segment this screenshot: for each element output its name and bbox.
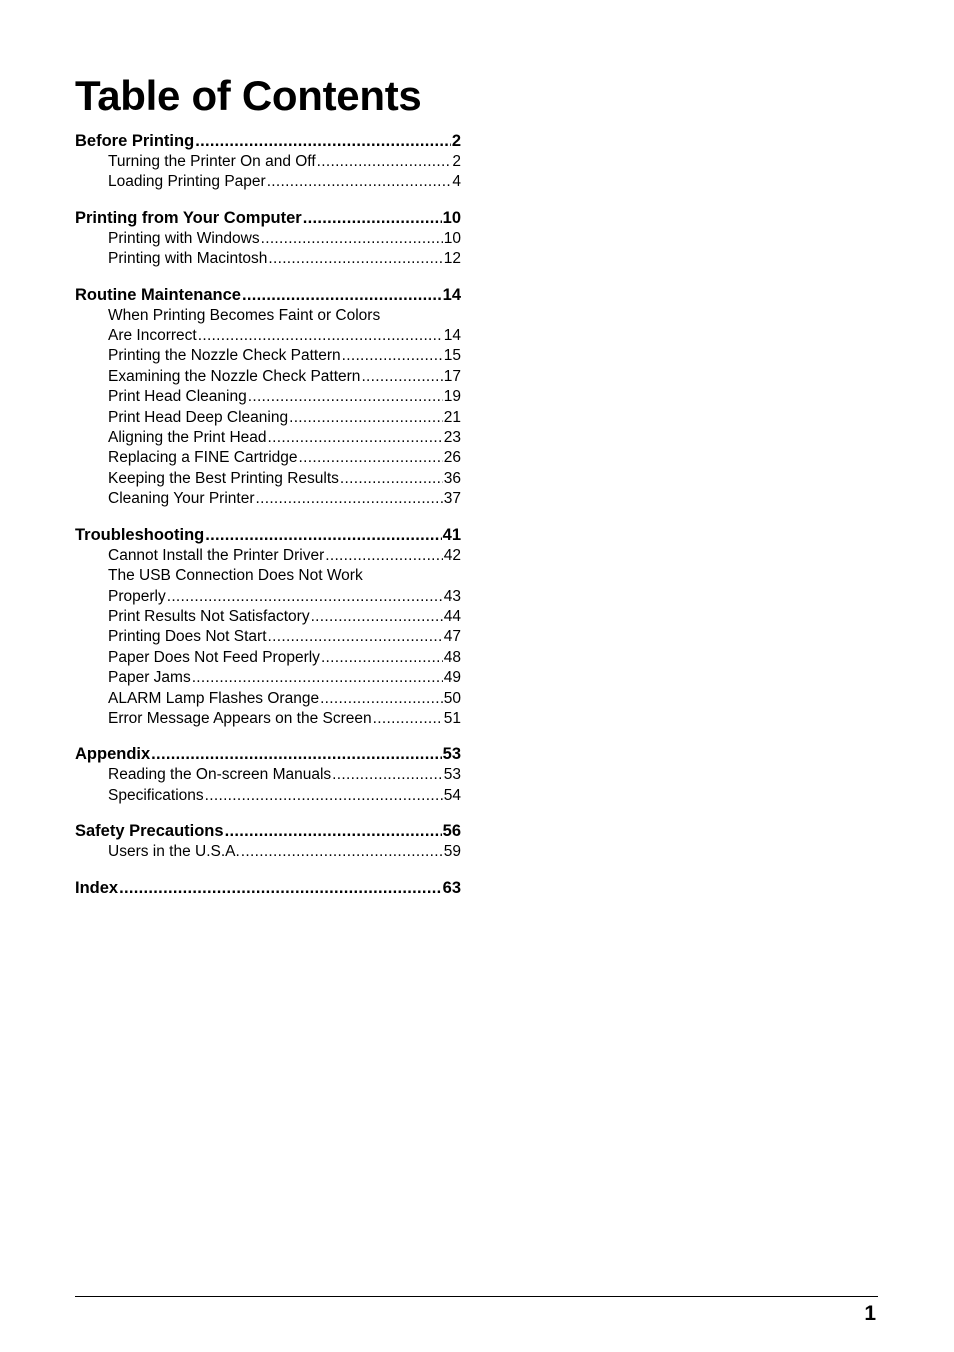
dot-leader	[225, 820, 442, 842]
toc-entry-title: Printing Does Not Start	[108, 628, 267, 646]
toc-entry-title: Loading Printing Paper	[108, 173, 266, 191]
toc-entry-page: 19	[443, 388, 461, 406]
dot-leader	[320, 689, 443, 709]
toc-section-title: Printing from Your Computer	[75, 208, 302, 227]
toc-section-heading[interactable]	[75, 877, 461, 899]
toc-entry[interactable]	[75, 408, 461, 428]
toc-section-title: Safety Precautions	[75, 822, 224, 841]
toc-entry[interactable]	[75, 172, 461, 192]
toc-entry-page: 59	[443, 843, 461, 861]
toc-entry[interactable]	[75, 607, 461, 627]
toc-entry-page: 53	[443, 766, 461, 784]
toc-entry[interactable]	[75, 546, 461, 566]
dot-leader	[241, 842, 443, 862]
toc-entry-page: 21	[443, 408, 461, 426]
dot-leader	[268, 627, 443, 647]
toc-entry-title: Paper Does Not Feed Properly	[108, 648, 320, 666]
toc-section-routine-maintenance	[75, 284, 461, 510]
toc-section-title: Troubleshooting	[75, 525, 205, 544]
toc-entry-title-line1[interactable]: The USB Connection Does Not Work	[108, 567, 363, 585]
dot-leader	[195, 130, 451, 152]
page-number: 1	[864, 1302, 876, 1325]
dot-leader	[167, 587, 443, 607]
toc-entry[interactable]	[75, 587, 461, 607]
toc-section-index	[75, 877, 461, 899]
dot-leader	[332, 765, 443, 785]
toc-section-appendix	[75, 743, 461, 806]
toc-entry-page: 2	[452, 153, 461, 170]
toc-entry-title-line1[interactable]: When Printing Becomes Faint or Colors	[108, 306, 381, 324]
dot-leader	[299, 448, 443, 468]
toc-entry[interactable]	[75, 709, 461, 729]
toc-entry-page: 49	[443, 669, 461, 687]
toc-entry-page: 36	[443, 469, 461, 487]
toc-entry[interactable]	[75, 765, 461, 785]
dot-leader	[268, 428, 443, 448]
toc-entry-title: Reading the On-screen Manuals	[108, 766, 332, 784]
dot-leader	[342, 346, 443, 366]
toc-entry[interactable]	[75, 786, 461, 806]
toc-entry[interactable]	[75, 668, 461, 688]
toc-section-page: 63	[442, 878, 461, 897]
dot-leader	[242, 284, 442, 306]
toc-entry[interactable]	[75, 249, 461, 269]
toc-section-before-printing	[75, 130, 461, 193]
toc-entry[interactable]	[75, 489, 461, 509]
toc-entry[interactable]	[75, 326, 461, 346]
toc-entry-title: Printing the Nozzle Check Pattern	[108, 347, 341, 365]
dot-leader	[119, 877, 442, 899]
toc-entry[interactable]	[75, 367, 461, 387]
dot-leader	[303, 207, 442, 229]
toc-entry-title: Printing with Windows	[108, 229, 260, 247]
table-of-contents	[75, 130, 461, 913]
dot-leader	[205, 524, 441, 546]
toc-section-heading[interactable]	[75, 820, 461, 842]
toc-entry-title: Keeping the Best Printing Results	[108, 469, 339, 487]
toc-entry-page: 17	[443, 367, 461, 385]
toc-entry[interactable]	[75, 448, 461, 468]
toc-section-page: 41	[442, 525, 461, 544]
toc-entry-page: 43	[443, 587, 461, 605]
toc-entry-title: Are Incorrect	[108, 327, 197, 345]
footer-divider	[75, 1296, 878, 1297]
toc-section-safety-precautions	[75, 820, 461, 862]
dot-leader	[321, 648, 443, 668]
toc-entry-title: Cleaning Your Printer	[108, 490, 255, 508]
page-title: Table of Contents	[75, 72, 422, 119]
dot-leader	[373, 709, 443, 729]
dot-leader	[256, 489, 443, 509]
toc-entry[interactable]	[75, 346, 461, 366]
toc-entry-title: Print Head Deep Cleaning	[108, 408, 289, 426]
toc-entry-title: Examining the Nozzle Check Pattern	[108, 367, 361, 385]
dot-leader	[317, 152, 452, 172]
toc-entry[interactable]	[75, 648, 461, 668]
toc-entry-title: Users in the U.S.A.	[108, 843, 240, 861]
toc-entry-title: Aligning the Print Head	[108, 429, 267, 447]
toc-entry-page: 37	[443, 490, 461, 508]
toc-entry-title: Cannot Install the Printer Driver	[108, 546, 325, 564]
toc-entry-title: Specifications	[108, 786, 204, 804]
toc-entry-page: 48	[443, 648, 461, 666]
dot-leader	[248, 387, 443, 407]
toc-entry-page: 50	[443, 689, 461, 707]
dot-leader	[192, 668, 443, 688]
dot-leader	[361, 367, 442, 387]
toc-section-heading[interactable]	[75, 743, 461, 765]
toc-entry-page: 14	[443, 327, 461, 345]
dot-leader	[261, 229, 443, 249]
toc-section-title: Routine Maintenance	[75, 285, 241, 304]
dot-leader	[340, 469, 443, 489]
toc-entry-page: 42	[443, 546, 461, 564]
toc-entry-page: 47	[443, 628, 461, 646]
toc-section-heading[interactable]	[75, 130, 461, 152]
toc-entry-page: 51	[443, 709, 461, 727]
toc-entry[interactable]	[75, 387, 461, 407]
toc-entry-title: Turning the Printer On and Off	[108, 153, 316, 170]
toc-entry-page: 10	[443, 229, 461, 247]
toc-entry-page: 4	[452, 173, 461, 191]
toc-entry-title: Print Head Cleaning	[108, 388, 247, 406]
toc-entry-page: 15	[443, 347, 461, 365]
toc-section-page: 10	[442, 208, 461, 227]
toc-section-troubleshooting	[75, 524, 461, 730]
toc-entry[interactable]	[75, 469, 461, 489]
toc-section-page: 56	[442, 822, 461, 841]
toc-entry[interactable]	[75, 428, 461, 448]
toc-section-heading[interactable]	[75, 207, 461, 229]
dot-leader	[198, 326, 443, 346]
toc-entry-title: Printing with Macintosh	[108, 250, 268, 268]
toc-entry-page: 12	[443, 250, 461, 268]
toc-entry-title: ALARM Lamp Flashes Orange	[108, 689, 320, 707]
dot-leader	[325, 546, 443, 566]
toc-entry-page: 23	[443, 429, 461, 447]
dot-leader	[311, 607, 443, 627]
toc-section-title: Index	[75, 878, 119, 897]
toc-section-page: 53	[442, 745, 461, 764]
toc-entry-title: Replacing a FINE Cartridge	[108, 449, 298, 467]
toc-section-title: Appendix	[75, 745, 151, 764]
toc-entry[interactable]	[75, 152, 461, 172]
toc-section-heading[interactable]	[75, 284, 461, 306]
toc-entry-title: Print Results Not Satisfactory	[108, 607, 310, 625]
dot-leader	[151, 743, 441, 765]
toc-entry[interactable]	[75, 229, 461, 249]
toc-entry-title: Paper Jams	[108, 669, 191, 687]
toc-entry[interactable]	[75, 689, 461, 709]
toc-section-printing-from-computer	[75, 207, 461, 270]
dot-leader	[268, 249, 442, 269]
dot-leader	[267, 172, 452, 192]
toc-section-page: 14	[442, 285, 461, 304]
toc-entry-title: Error Message Appears on the Screen	[108, 709, 372, 727]
dot-leader	[205, 786, 443, 806]
toc-entry-page: 26	[443, 449, 461, 467]
toc-section-page: 2	[451, 132, 461, 150]
toc-section-title: Before Printing	[75, 132, 195, 150]
toc-entry-page: 44	[443, 607, 461, 625]
dot-leader	[289, 408, 443, 428]
toc-entry[interactable]	[75, 627, 461, 647]
toc-entry[interactable]	[75, 842, 461, 862]
toc-entry-page: 54	[443, 786, 461, 804]
toc-section-heading[interactable]	[75, 524, 461, 546]
toc-entry-title: Properly	[108, 587, 166, 605]
